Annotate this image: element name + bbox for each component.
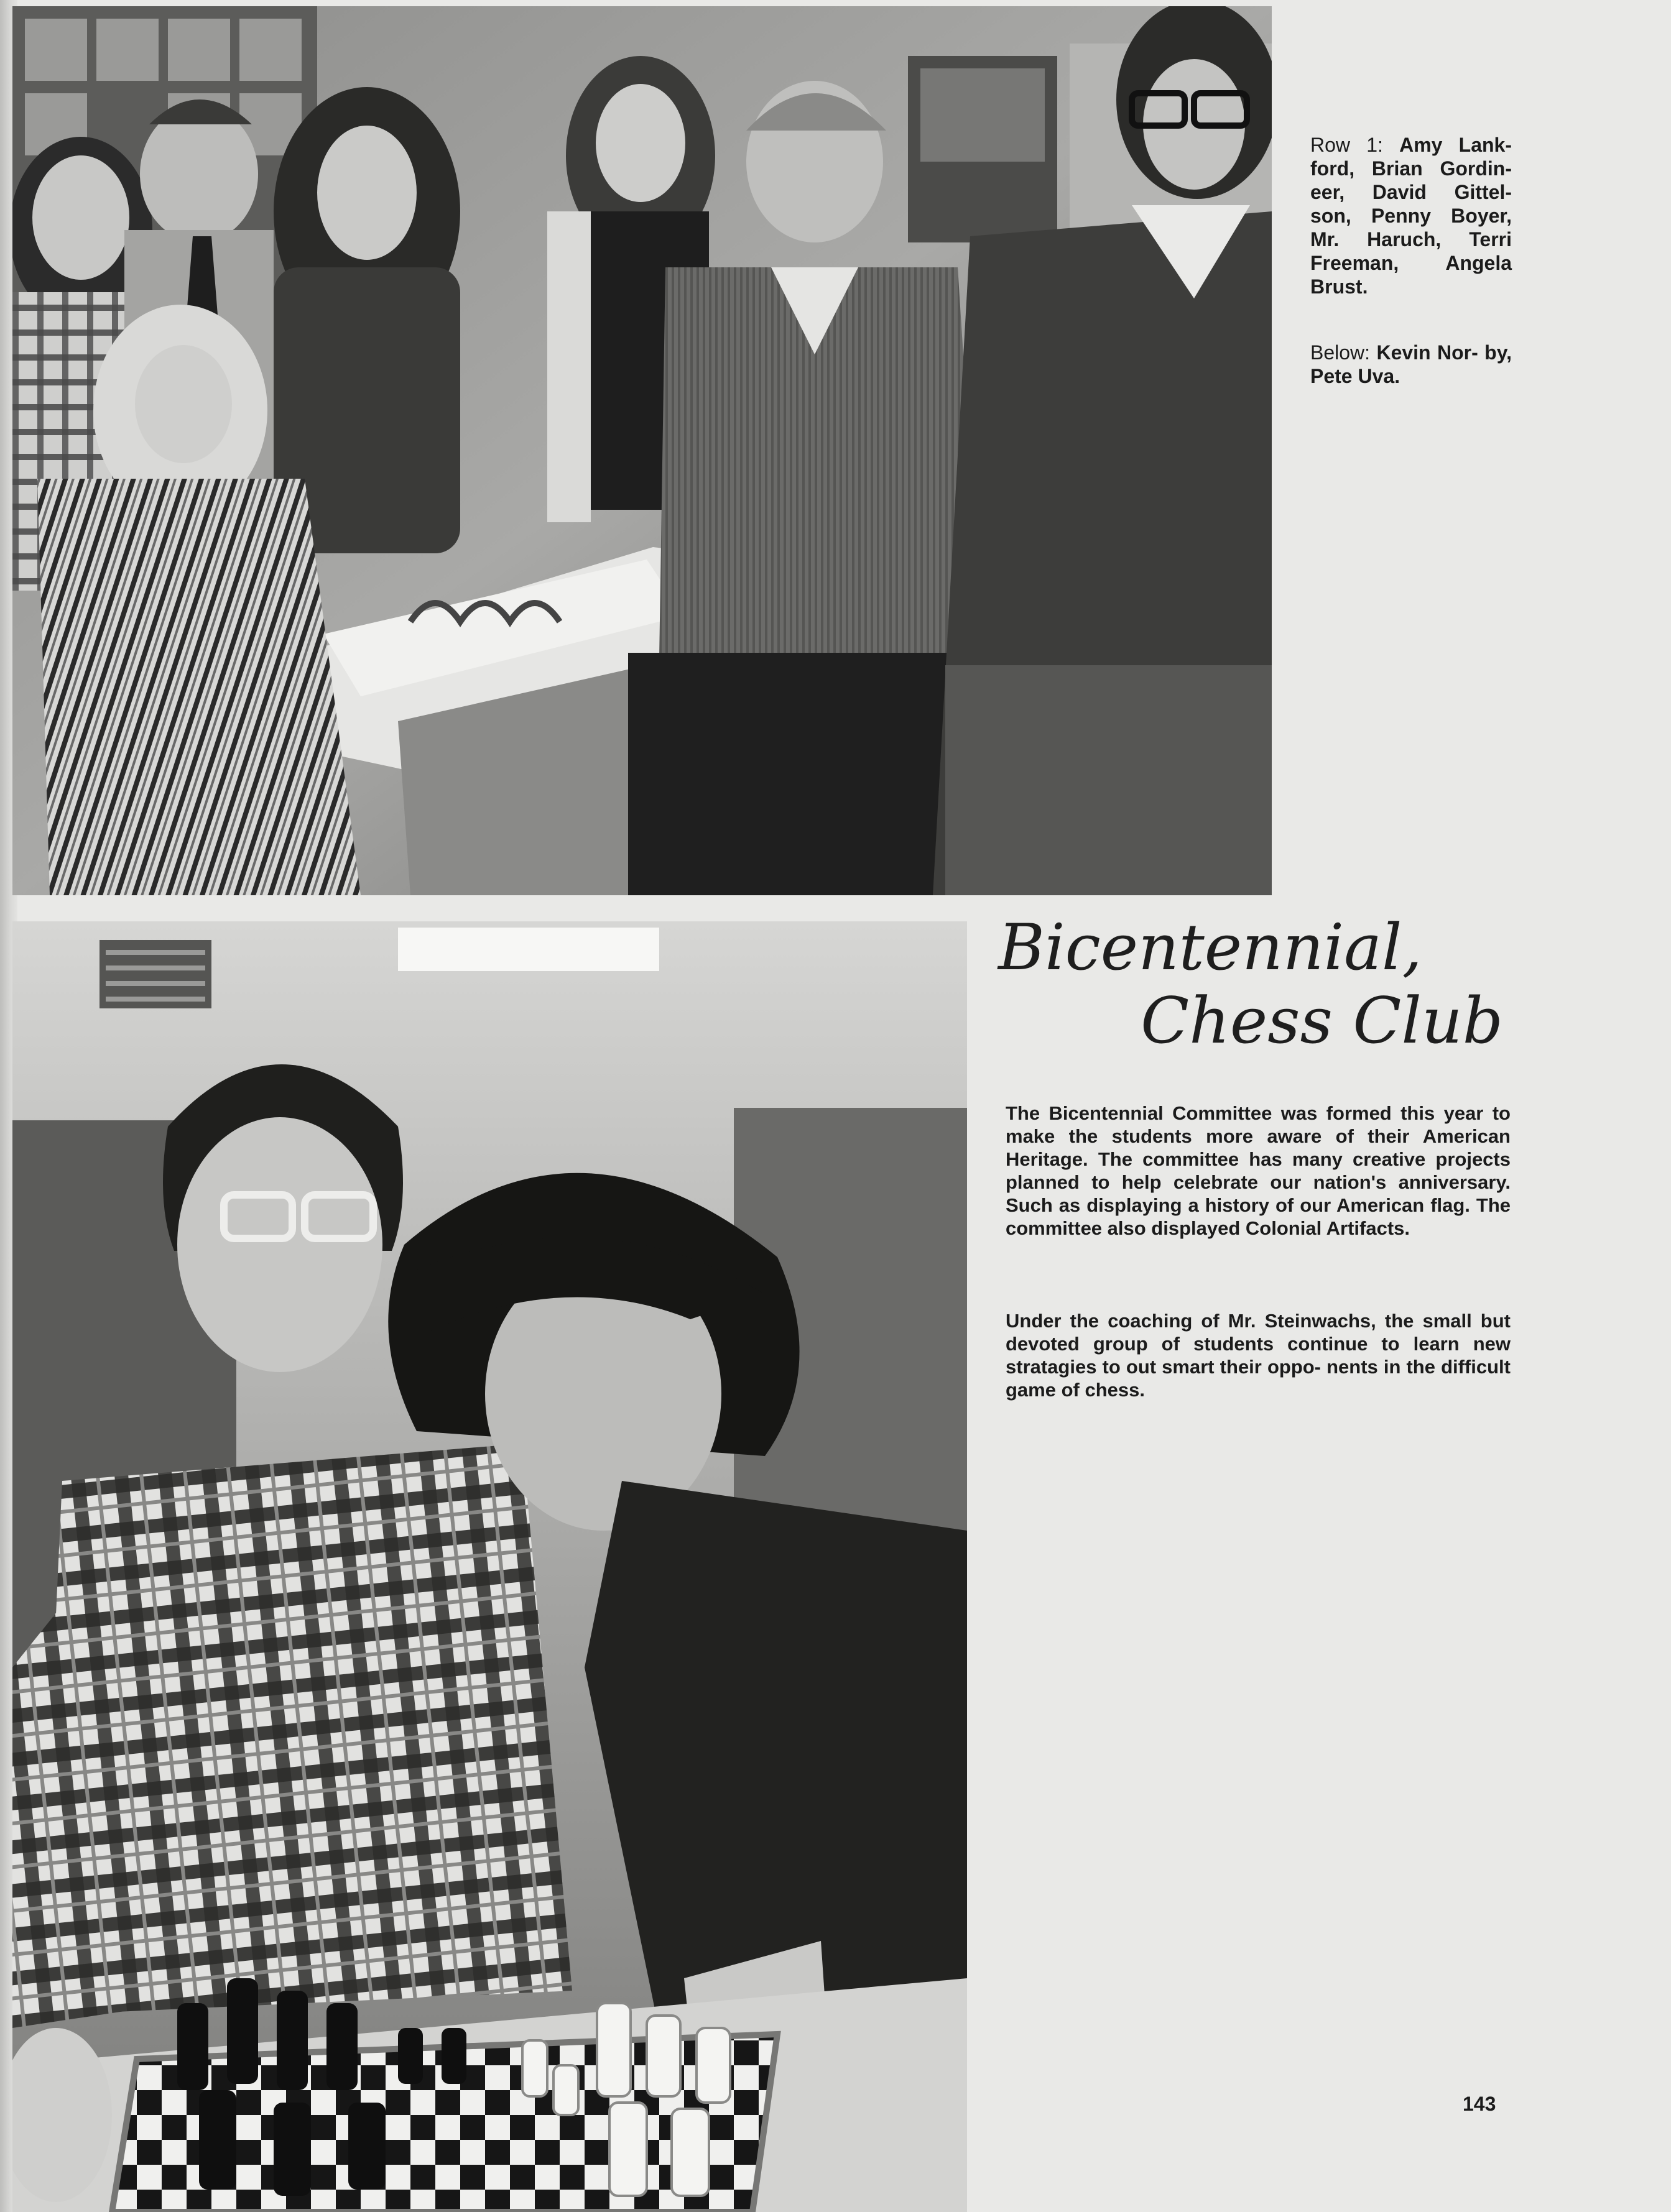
photo-caption-below <box>1310 341 1512 388</box>
chess-club-paragraph: Under the coaching of Mr. Steinwachs, the small but devoted group of students continue to learn new stratagies to out smart their oppo- nents in the difficult game of chess. <box>1006 1310 1511 1401</box>
section-heading <box>998 911 1514 1058</box>
photo-caption-row1 <box>1310 133 1512 298</box>
page-number: 143 <box>1463 2093 1496 2115</box>
heading-line-bicentennial: Bicentennial, <box>998 911 1422 985</box>
bicentennial-paragraph: The Bicentennial Committee was formed this year to make the students more aware of their American Heritage. The committee has many creative projects planned to help celebrate our nation's anniversary. Such as displaying a history of our American flag. The committee also displayed Colonial Artifacts. <box>1006 1102 1511 1239</box>
caption-row-label: Row 1: <box>1310 134 1400 156</box>
group-photo <box>12 6 1272 895</box>
caption-below-names: Kevin Nor- by, Pete Uva. <box>1310 341 1512 387</box>
caption-below-label: Below: <box>1310 341 1377 364</box>
chess-photo <box>12 921 967 2212</box>
caption-names: Amy Lank- ford, Brian Gordin- eer, David Gittel- son, Penny Boyer, Mr. Haruch, Terri Freeman, Angela Brust. <box>1310 134 1512 298</box>
heading-line-chess-club: Chess Club <box>1141 984 1503 1058</box>
